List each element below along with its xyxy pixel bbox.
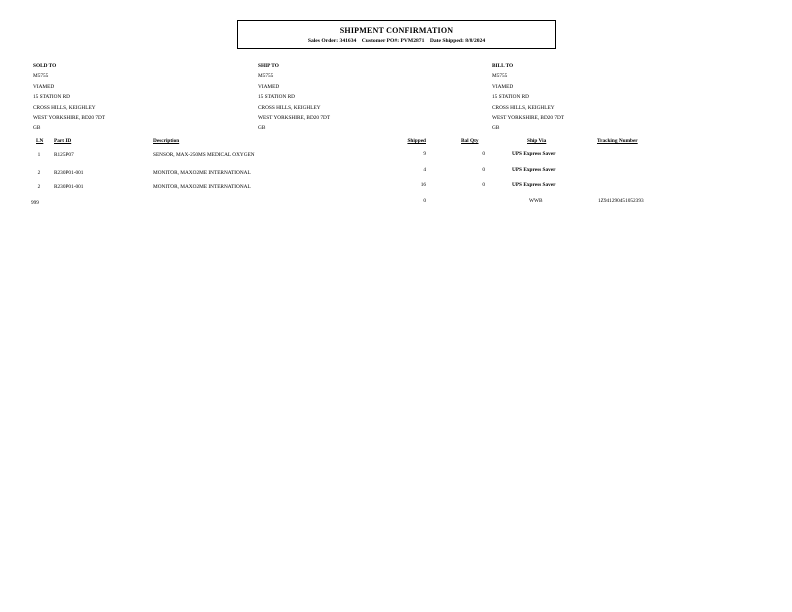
ship-to-line: M5755 <box>258 73 274 80</box>
bill-to-line: GB <box>492 125 500 132</box>
bill-to-line: WEST YORKSHIRE, BD20 7DT <box>492 115 565 122</box>
column-header-shipped: Shipped <box>407 138 426 144</box>
document-title: SHIPMENT CONFIRMATION <box>339 26 454 35</box>
row-ship-via: UPS Express Saver <box>512 182 556 188</box>
sold-to-line: 15 STATION RD <box>33 94 70 101</box>
row-shipped: 16 <box>420 182 426 188</box>
row-part-id: R125P07 <box>54 152 74 158</box>
bill-to-line: CROSS HILLS, KEIGHLEY <box>492 104 555 111</box>
ship-to-line: WEST YORKSHIRE, BD20 7DT <box>258 115 331 122</box>
ship-to-line: 15 STATION RD <box>258 94 295 101</box>
row-bo-qty: 0 <box>482 182 485 188</box>
date-shipped: Date Shipped: 8/8/2024 <box>429 38 486 44</box>
summary-ln: 999 <box>31 200 39 206</box>
ship-to-line: GB <box>258 125 266 132</box>
sold-to-block <box>33 61 223 134</box>
ship-to-block <box>258 61 448 134</box>
row-ship-via: UPS Express Saver <box>512 167 556 173</box>
bill-to-line: 15 STATION RD <box>492 94 529 101</box>
bill-to-block <box>492 61 682 134</box>
row-description: MONITOR, MAXO2ME INTERNATIONAL <box>153 184 251 190</box>
column-header-description: Description <box>153 138 180 144</box>
row-description: SENSOR, MAX-250MS MEDICAL OXYGEN <box>153 152 255 158</box>
row-bo-qty: 0 <box>482 151 485 157</box>
row-part-id: R230P01-001 <box>54 184 84 190</box>
column-header-ship-via: Ship Via <box>527 138 547 144</box>
bill-to-line: VIAMED <box>492 83 514 90</box>
summary-ship-via: WWB <box>529 198 543 204</box>
sold-to-line: GB <box>33 125 41 132</box>
column-header-tracking: Tracking Number <box>597 138 638 144</box>
tracking-number: 1Z941290451052393 <box>598 198 644 204</box>
sold-to-line: VIAMED <box>33 83 55 90</box>
customer-po: Customer PO#: PVM2871 <box>361 38 425 44</box>
sales-order: Sales Order: 341634 <box>307 38 357 44</box>
ship-to-line: VIAMED <box>258 83 280 90</box>
row-shipped: 9 <box>423 151 426 157</box>
sold-to-header: SOLD TO <box>33 63 57 69</box>
bill-to-header: BILL TO <box>492 63 514 69</box>
sold-to-line: CROSS HILLS, KEIGHLEY <box>33 104 96 111</box>
row-ln: 2 <box>37 184 41 190</box>
ship-to-header: SHIP TO <box>258 63 279 69</box>
row-ln: 1 <box>37 152 41 158</box>
bill-to-line: M5755 <box>492 73 508 80</box>
title-box <box>237 20 556 49</box>
summary-qty: 0 <box>423 198 426 204</box>
column-header-part-id: Part ID <box>54 138 72 144</box>
row-part-id: R230P01-001 <box>54 170 84 176</box>
column-header-bo-qty: Bal Qty <box>461 138 479 144</box>
row-ln: 2 <box>37 170 41 176</box>
row-description: MONITOR, MAXO2ME INTERNATIONAL <box>153 170 251 176</box>
ship-to-line: CROSS HILLS, KEIGHLEY <box>258 104 321 111</box>
column-header-ln: LN <box>36 138 44 144</box>
sold-to-line: M5755 <box>33 73 49 80</box>
sold-to-line: WEST YORKSHIRE, BD20 7DT <box>33 115 106 122</box>
row-shipped: 4 <box>423 167 426 173</box>
row-ship-via: UPS Express Saver <box>512 151 556 157</box>
row-bo-qty: 0 <box>482 167 485 173</box>
order-info-line <box>238 38 555 44</box>
